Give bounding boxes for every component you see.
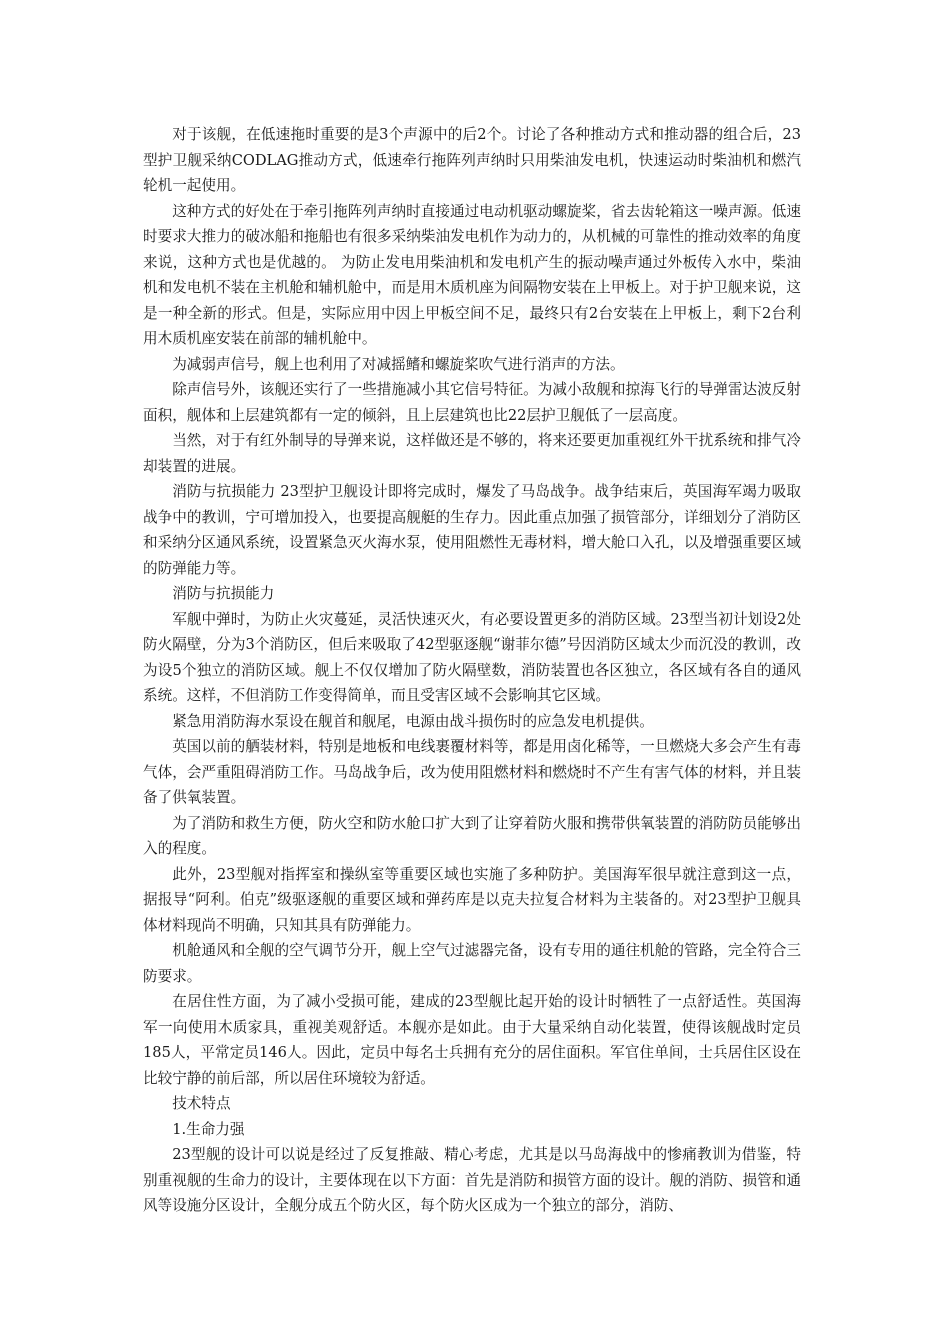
paragraph: 消防与抗损能力 23型护卫舰设计即将完成时，爆发了马岛战争。战争结束后，英国海军竭力吸取战争中的教训，宁可增加投入，也要提高舰艇的生存力。因此重点加强了损管部分，详细划分了消防区和采纳分区通风系统，设置紧急灭火海水泵，使用阻燃性无毒材料，增大舱口入孔，以及增强重要区域的防弹能力等。 [143, 483, 801, 577]
paragraph: 这种方式的好处在于牵引拖阵列声纳时直接通过电动机驱动螺旋桨，省去齿轮箱这一噪声源。低速时要求大推力的破冰船和拖船也有很多采纳柴油发电机作为动力的，从机械的可靠性的推动效率的角度来说，这种方式也是优越的。 为防止发电用柴油机和发电机产生的振动噪声通过外板传入水中，柴油机和发电机不装在主机舱和辅机舱中，而是用木质机座为间隔物安装在上甲板上。对于护卫舰来说，这是一种全新的形式。但是，实际应用中因上甲板空间不足，最终只有2台安装在上甲板上，剩下2台利用木质机座安装在前部的辅机舱中。 [143, 202, 801, 347]
subsection-heading: 1.生命力强 [172, 1120, 245, 1138]
paragraph: 此外，23型舰对指挥室和操纵室等重要区域也实施了多种防护。美国海军很早就注意到这一点，据报导“阿利。伯克”级驱逐舰的重要区域和弹药库是以克夫拉复合材料为主装备的。对23型护卫舰具体材料现尚不明确，只知其具有防弹能力。 [143, 865, 801, 934]
paragraph: 在居住性方面，为了减小受损可能，建成的23型舰比起开始的设计时牺牲了一点舒适性。英国海军一向使用木质家具，重视美观舒适。本舰亦是如此。由于大量采纳自动化装置，使得该舰战时定员185人，平常定员146人。因此，定员中每名士兵拥有充分的居住面积。军官住单间，士兵居住区设在比较宁静的前后部，所以居住环境较为舒适。 [143, 993, 801, 1087]
paragraph: 为减弱声信号，舰上也利用了对减摇鳍和螺旋桨吹气进行消声的方法。 [172, 355, 625, 373]
paragraph: 紧急用消防海水泵设在舰首和舰尾，电源由战斗损伤时的应急发电机提供。 [172, 712, 654, 730]
section-heading: 技术特点 [172, 1095, 231, 1112]
paragraph: 除声信号外，该舰还实行了一些措施减小其它信号特征。为减小敌舰和掠海飞行的导弹雷达波反射面积，舰体和上层建筑都有一定的倾斜，且上层建筑也比22层护卫舰低了一层高度。 [143, 381, 801, 424]
paragraph: 23型舰的设计可以说是经过了反复推敲、精心考虑，尤其是以马岛海战中的惨痛教训为借鉴，特别重视舰的生命力的设计，主要体现在以下方面：首先是消防和损管方面的设计。舰的消防、损管和通风等设施分区设计，全舰分成五个防火区，每个防火区成为一个独立的部分，消防、 [143, 1146, 801, 1214]
paragraph: 军舰中弹时，为防止火灾蔓延，灵活快速灭火，有必要设置更多的消防区域。23型当初计划设2处防火隔壁，分为3个消防区，但后来吸取了42型驱逐舰“谢菲尔德”号因消防区域太少而沉没的教训，改为设5个独立的消防区域。舰上不仅仅增加了防火隔壁数，消防装置也各区独立，各区域有各自的通风系统。这样，不但消防工作变得简单，而且受害区域不会影响其它区域。 [143, 610, 801, 704]
document-body [143, 122, 801, 1219]
section-heading: 消防与抗损能力 [172, 585, 275, 602]
paragraph: 机舱通风和全舰的空气调节分开，舰上空气过滤器完备，设有专用的通往机舱的管路，完全符合三防要求。 [143, 942, 801, 985]
paragraph: 英国以前的舾装材料，特别是地板和电线裹覆材料等，都是用卤化稀等，一旦燃烧大多会产生有毒气体，会严重阻碍消防工作。马岛战争后，改为使用阻燃材料和燃烧时不产生有害气体的材料，并且装备了供氧装置。 [143, 738, 801, 806]
paragraph: 为了消防和救生方便，防火空和防水舱口扩大到了让穿着防火服和携带供氧装置的消防防员能够出入的程度。 [143, 814, 801, 857]
paragraph: 对于该舰，在低速拖时重要的是3个声源中的后2个。讨论了各种推动方式和推动器的组合后，23型护卫舰采纳CODLAG推动方式，低速牵行拖阵列声纳时只用柴油发电机，快速运动时柴油机和燃汽轮机一起使用。 [143, 126, 801, 194]
paragraph: 当然，对于有红外制导的导弹来说，这样做还是不够的，将来还要更加重视红外干扰系统和排气冷却装置的进展。 [143, 432, 801, 475]
